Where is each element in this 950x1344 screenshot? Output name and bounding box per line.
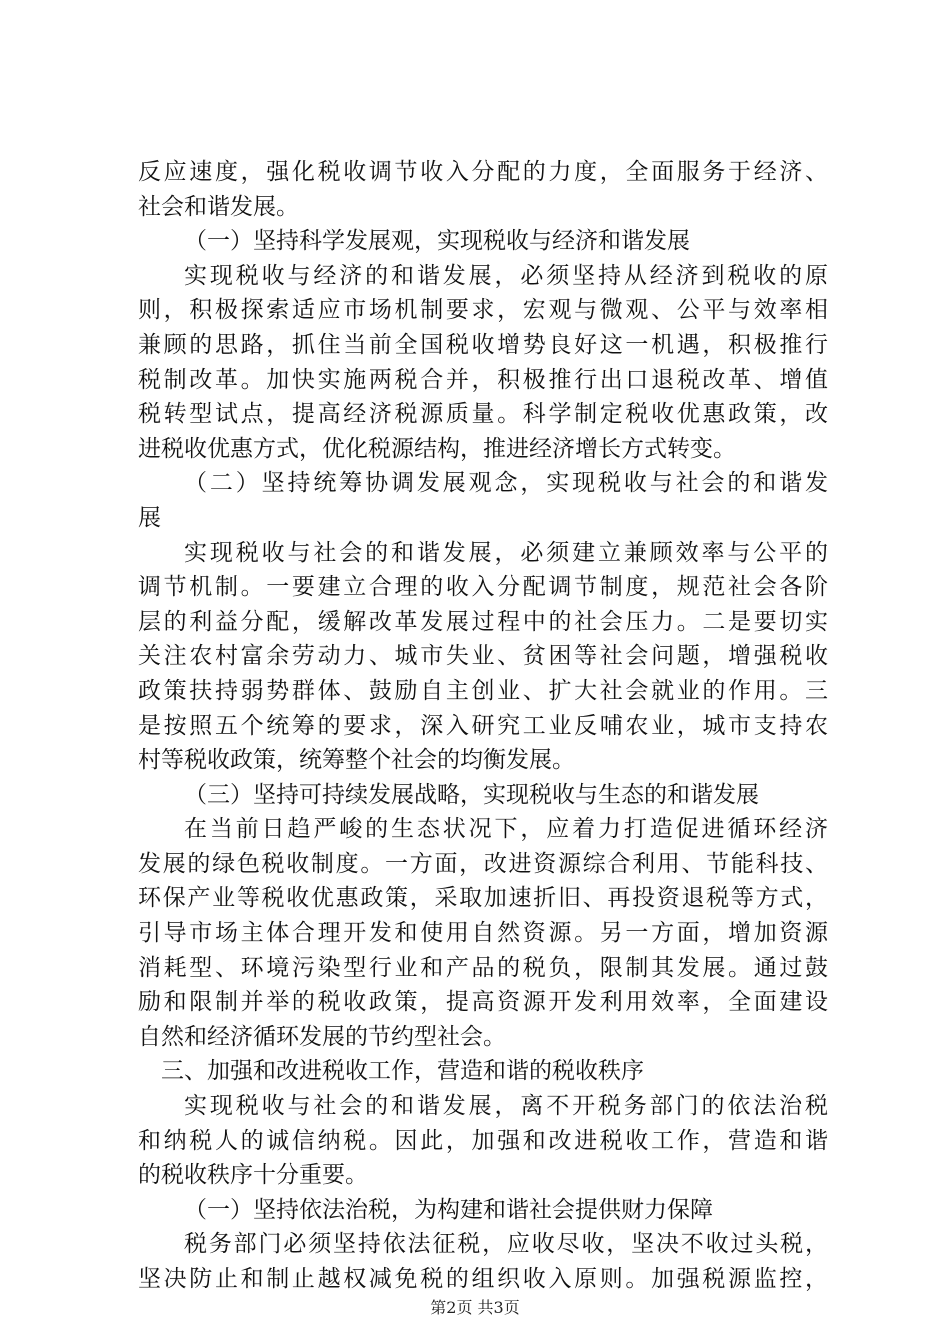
document-body: [138, 155, 828, 1297]
paragraph-line: 环保产业等税收优惠政策，采取加速折旧、再投资退税等方式，: [138, 885, 828, 912]
paragraph-line: 反应速度，强化税收调节收入分配的力度，全面服务于经济、: [138, 159, 828, 185]
section-heading: （三）坚持可持续发展战略，实现税收与生态的和谐发展: [184, 781, 759, 808]
paragraph-line: 政策扶持弱势群体、鼓励自主创业、扩大社会就业的作用。三: [138, 677, 828, 704]
paragraph-line: 进税收优惠方式，优化税源结构，推进经济增长方式转变。: [138, 435, 736, 462]
page-number: 第2页 共3页: [430, 1298, 520, 1317]
paragraph-line: 励和限制并举的税收政策，提高资源开发利用效率，全面建设: [138, 989, 828, 1016]
paragraph-line: 自然和经济循环发展的节约型社会。: [138, 1023, 506, 1050]
paragraph-line: 消耗型、环境污染型行业和产品的税负，限制其发展。通过鼓: [138, 954, 828, 981]
page-footer: [0, 1298, 950, 1318]
section-heading: （一）坚持科学发展观，实现税收与经济和谐发展: [184, 228, 690, 255]
paragraph-line: 调节机制。一要建立合理的收入分配调节制度，规范社会各阶: [138, 574, 828, 601]
paragraph-line: 兼顾的思路，抓住当前全国税收增势良好这一机遇，积极推行: [138, 331, 828, 358]
section-heading: 三、加强和改进税收工作，营造和谐的税收秩序: [161, 1058, 644, 1085]
paragraph-line: 关注农村富余劳动力、城市失业、贫困等社会问题，增强税收: [138, 643, 828, 670]
paragraph-line: 在当前日趋严峻的生态状况下，应着力打造促进循环经济: [184, 816, 828, 843]
paragraph-line: 层的利益分配，缓解改革发展过程中的社会压力。二是要切实: [138, 608, 828, 635]
paragraph-line: 税务部门必须坚持依法征税，应收尽收，坚决不收过头税，: [184, 1231, 828, 1258]
paragraph-line: 税转型试点，提高经济税源质量。科学制定税收优惠政策，改: [138, 401, 828, 428]
paragraph-line: 则，积极探索适应市场机制要求，宏观与微观、公平与效率相: [138, 297, 828, 324]
paragraph-line: 社会和谐发展。: [138, 193, 299, 220]
section-heading: 展: [138, 504, 161, 531]
paragraph-line: 和纳税人的诚信纳税。因此，加强和改进税收工作，营造和谐: [138, 1127, 828, 1154]
paragraph-line: 税制改革。加快实施两税合并，积极推行出口退税改革、增值: [138, 366, 828, 393]
paragraph-line: 发展的绿色税收制度。一方面，改进资源综合利用、节能科技、: [138, 850, 828, 877]
paragraph-line: 坚决防止和制止越权减免税的组织收入原则。加强税源监控，: [138, 1266, 828, 1292]
paragraph-line: 实现税收与经济的和谐发展，必须坚持从经济到税收的原: [184, 262, 828, 289]
paragraph-line: 是按照五个统筹的要求，深入研究工业反哺农业，城市支持农: [138, 712, 828, 739]
paragraph-line: 村等税收政策，统筹整个社会的均衡发展。: [138, 747, 575, 774]
paragraph-line: 实现税收与社会的和谐发展，必须建立兼顾效率与公平的: [184, 539, 828, 566]
paragraph-line: 实现税收与社会的和谐发展，离不开税务部门的依法治税: [184, 1093, 828, 1120]
section-heading: （二）坚持统筹协调发展观念，实现税收与社会的和谐发: [184, 470, 828, 497]
paragraph-line: 引导市场主体合理开发和使用自然资源。另一方面，增加资源: [138, 920, 828, 947]
paragraph-line: 的税收秩序十分重要。: [138, 1162, 368, 1189]
section-heading: （一）坚持依法治税，为构建和谐社会提供财力保障: [184, 1196, 713, 1223]
